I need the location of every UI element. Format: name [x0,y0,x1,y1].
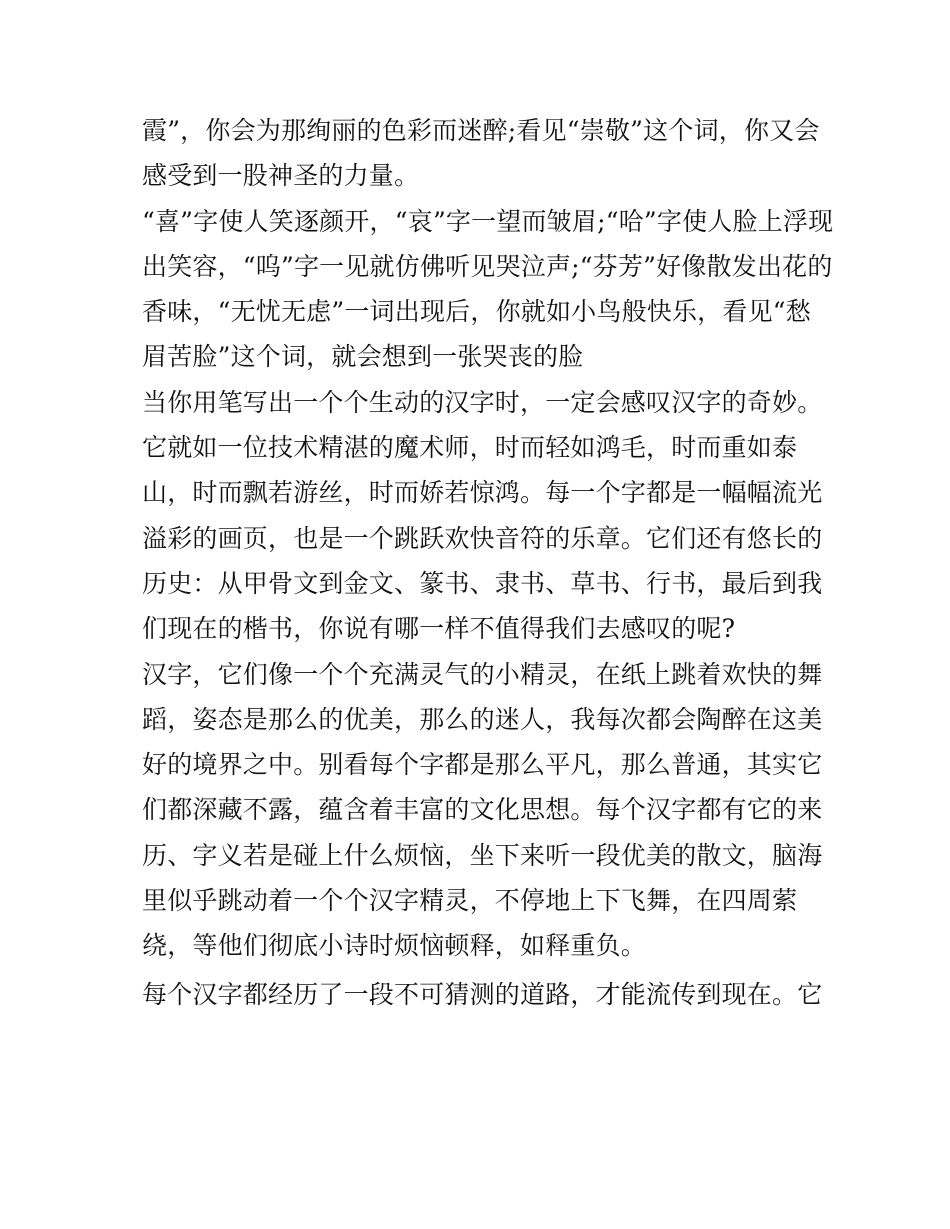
text-line: 霞”，你会为那绚丽的色彩而迷醉;看见“崇敬”这个词，你又会 [142,116,820,145]
text-line: 香味，“无忧无虑”一词出现后，你就如小鸟般快乐，看见“愁 [142,297,811,327]
text-line: 汉字，它们像一个个充满灵气的小精灵，在纸上跳着欢快的舞 [142,659,823,689]
paragraph [142,108,820,199]
text-line: 溢彩的画页，也是一个跳跃欢快音符的乐章。它们还有悠长的 [142,523,823,553]
text-line: 好的境界之中。别看每个字都是那么平凡，那么普通，其实它 [142,750,823,780]
text-line: 里似乎跳动着一个个汉字精灵，不停地上下飞舞，在四周萦 [142,886,798,916]
text-line: “喜”字使人笑逐颜开，“哀”字一望而皱眉;“哈”字使人脸上浮现 [142,206,834,236]
body-text [142,108,834,1017]
paragraph [142,652,823,969]
paragraph [142,972,823,1017]
text-line: 历、字义若是碰上什么烦恼，坐下来听一段优美的散文，脑海 [142,840,823,870]
text-line: 眉苦脸”这个词，就会想到一张哭丧的脸 [142,342,584,372]
paragraph [142,380,823,652]
paragraph [142,199,834,380]
text-line: 出笑容，“呜”字一见就仿佛听见哭泣声;“芬芳”好像散发出花的 [142,251,833,281]
text-line: 它就如一位技术精湛的魔术师，时而轻如鸿毛，时而重如泰 [142,433,798,463]
text-line: 绕，等他们彻底小诗时烦恼顿释，如释重负。 [142,931,647,961]
text-line: 每个汉字都经历了一段不可猜测的道路，才能流传到现在。它 [142,979,823,1009]
text-line: 们现在的楷书，你说有哪一样不值得我们去感叹的呢? [142,614,736,644]
text-line: 山，时而飘若游丝，时而娇若惊鸿。每一个字都是一幅幅流光 [142,478,823,508]
text-line: 蹈，姿态是那么的优美，那么的迷人，我每次都会陶醉在这美 [142,704,823,734]
text-line: 们都深藏不露，蕴含着丰富的文化思想。每个汉字都有它的来 [142,795,823,825]
text-line: 历史：从甲骨文到金文、篆书、隶书、草书、行书，最后到我 [142,568,823,598]
text-line: 感受到一股神圣的力量。 [142,161,420,191]
text-line: 当你用笔写出一个个生动的汉字时，一定会感叹汉字的奇妙。 [142,387,823,417]
